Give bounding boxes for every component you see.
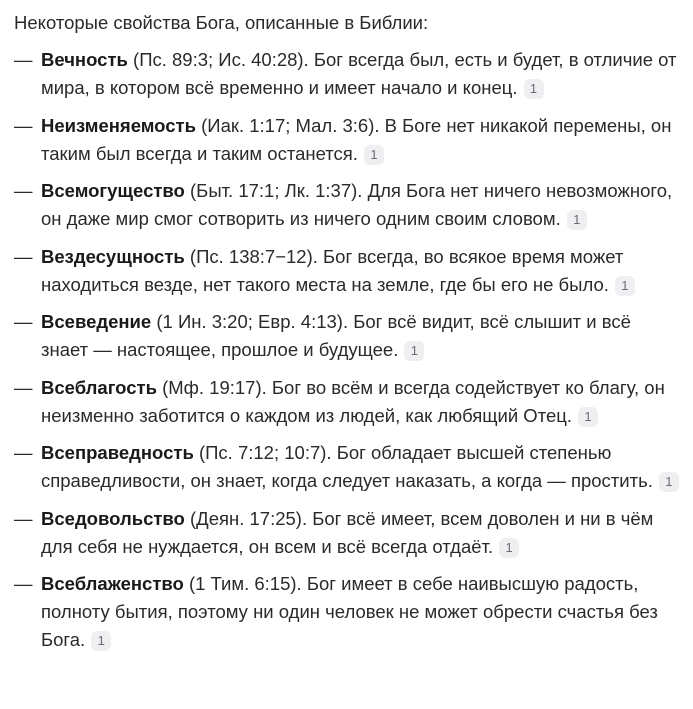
attribute-term: Неизменяемость xyxy=(41,114,196,136)
attribute-term: Всеблаженство xyxy=(41,573,184,594)
list-dash: — xyxy=(14,376,33,398)
source-badge[interactable]: 1 xyxy=(91,631,111,651)
list-dash: — xyxy=(14,442,33,463)
attribute-description: (Деян. 17:25). Бог всё имеет, всем доволен и ни в чём для себя не нуждается, он всем и всё всегда отдаёт. xyxy=(41,507,654,557)
list-item xyxy=(14,439,683,495)
list-item-content xyxy=(41,46,683,102)
attribute-description: (Пс. 7:12; 10:7). Бог обладает высшей степенью справедливости, он знает, когда следует наказать, а когда — простить. xyxy=(41,442,653,491)
list-item xyxy=(14,243,683,299)
list-item xyxy=(14,570,683,654)
list-item-content xyxy=(41,243,683,299)
list-dash: — xyxy=(14,245,33,267)
list-dash: — xyxy=(14,573,33,594)
list-item xyxy=(14,505,683,561)
list-item xyxy=(14,177,683,233)
list-item-content xyxy=(41,505,683,561)
list-dash: — xyxy=(14,49,33,70)
list-item-content xyxy=(41,374,683,430)
attribute-term: Вседовольство xyxy=(41,507,185,529)
list-item xyxy=(14,46,683,102)
attribute-term: Всеправедность xyxy=(41,442,194,463)
attribute-description: (1 Тим. 6:15). Бог имеет в себе наивысшую радость, полноту бытия, поэтому ни один человек не может обрести счастья без Бога. xyxy=(41,573,658,650)
attributes-list xyxy=(14,46,683,654)
list-item xyxy=(14,308,683,364)
list-dash: — xyxy=(14,114,33,136)
attribute-description: (Мф. 19:17). Бог во всём и всегда содействует ко благу, он неизменно заботится о каждом из людей, как любящий Отец. xyxy=(41,376,665,426)
list-item-content xyxy=(41,112,683,168)
attribute-term: Вездесущность xyxy=(41,245,185,267)
list-item-content xyxy=(41,570,683,654)
intro-text: Некоторые свойства Бога, описанные в Библии: xyxy=(14,12,429,33)
source-badge[interactable]: 1 xyxy=(659,472,679,492)
attribute-description: (Иак. 1:17; Мал. 3:6). В Боге нет никакой перемены, он таким был всегда и таким останется. xyxy=(41,114,672,164)
list-dash: — xyxy=(14,311,33,332)
source-badge[interactable]: 1 xyxy=(364,145,384,165)
source-badge[interactable]: 1 xyxy=(404,341,424,361)
attribute-term: Всемогущество xyxy=(41,180,185,201)
list-dash: — xyxy=(14,180,33,201)
attribute-description: (Пс. 89:3; Ис. 40:28). Бог всегда был, есть и будет, в отличие от мира, в котором всё временно и имеет начало и конец. xyxy=(41,49,677,98)
attribute-description: (1 Ин. 3:20; Евр. 4:13). Бог всё видит, всё слышит и всё знает — настоящее, прошлое и будущее. xyxy=(41,311,631,360)
attribute-term: Всеблагость xyxy=(41,376,157,398)
source-badge[interactable]: 1 xyxy=(567,210,587,230)
attribute-description: (Быт. 17:1; Лк. 1:37). Для Бога нет ничего невозможного, он даже мир смог сотворить из ничего одним своим словом. xyxy=(41,180,673,229)
list-item-content xyxy=(41,308,683,364)
attribute-term: Всеведение xyxy=(41,311,152,332)
source-badge[interactable]: 1 xyxy=(499,538,519,558)
list-item-content xyxy=(41,177,683,233)
source-badge[interactable]: 1 xyxy=(578,407,598,427)
attribute-description: (Пс. 138:7−12). Бог всегда, во всякое время может находиться везде, нет такого места на земле, где бы его не было. xyxy=(41,245,624,295)
list-item xyxy=(14,112,683,168)
list-item xyxy=(14,374,683,430)
list-item-content xyxy=(41,439,683,495)
source-badge[interactable]: 1 xyxy=(615,276,635,296)
list-dash: — xyxy=(14,507,33,529)
attribute-term: Вечность xyxy=(41,49,128,70)
source-badge[interactable]: 1 xyxy=(524,79,544,99)
